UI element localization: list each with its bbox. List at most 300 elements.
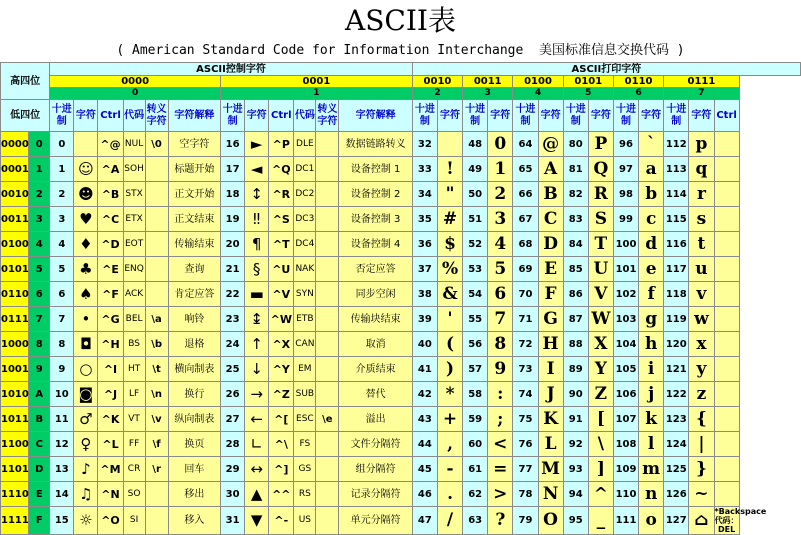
ctrl-ctrl-key: ^- bbox=[269, 507, 294, 535]
ctrl-escape: \f bbox=[145, 432, 168, 457]
ctrl-ctrl-key: ^M bbox=[98, 457, 123, 482]
ctrl-code: DC3 bbox=[294, 207, 316, 232]
print-decimal: 81 bbox=[563, 157, 588, 182]
ctrl-escape bbox=[316, 382, 339, 407]
print-decimal: 103 bbox=[613, 307, 638, 332]
print-char: b bbox=[639, 182, 664, 207]
ctrl-description: 替代 bbox=[339, 382, 412, 407]
print-decimal: 34 bbox=[412, 182, 437, 207]
ctrl-escape bbox=[316, 132, 339, 157]
col-header-ctrl-1-0: 十进制 bbox=[221, 100, 245, 132]
table-row bbox=[1, 307, 801, 332]
col-header-last-0: 十进制 bbox=[664, 100, 689, 132]
print-char: ] bbox=[588, 457, 613, 482]
print-char: X bbox=[588, 332, 613, 357]
ascii-table bbox=[0, 62, 801, 535]
last-ctrl bbox=[714, 382, 739, 407]
low-bin: 1001 bbox=[1, 357, 29, 382]
print-decimal: 56 bbox=[463, 332, 488, 357]
col-header-ctrl-0-2: Ctrl bbox=[98, 100, 123, 132]
print-decimal: 82 bbox=[563, 182, 588, 207]
print-char: , bbox=[437, 432, 462, 457]
print-decimal: 117 bbox=[664, 257, 689, 282]
last-ctrl bbox=[714, 207, 739, 232]
ctrl-escape: \a bbox=[145, 307, 168, 332]
ctrl-escape bbox=[145, 182, 168, 207]
ctrl-char: → bbox=[245, 382, 269, 407]
ctrl-decimal: 24 bbox=[221, 332, 245, 357]
ctrl-char: ♫ bbox=[74, 482, 98, 507]
ctrl-ctrl-key: ^Q bbox=[269, 157, 294, 182]
print-char: P bbox=[588, 132, 613, 157]
table-row bbox=[1, 282, 801, 307]
print-decimal: 87 bbox=[563, 307, 588, 332]
low-bin: 0011 bbox=[1, 207, 29, 232]
col-header-print-4-1: 字符 bbox=[538, 100, 563, 132]
print-char: j bbox=[639, 382, 664, 407]
ctrl-decimal: 17 bbox=[221, 157, 245, 182]
col-header-last-1: 字符 bbox=[689, 100, 714, 132]
high-hex-3: 3 bbox=[463, 88, 513, 100]
ctrl-escape bbox=[316, 207, 339, 232]
ctrl-escape bbox=[316, 282, 339, 307]
print-char: q bbox=[689, 157, 714, 182]
ctrl-ctrl-key: ^Z bbox=[269, 382, 294, 407]
low-hex: 7 bbox=[29, 307, 50, 332]
ctrl-ctrl-key: ^D bbox=[98, 232, 123, 257]
low-hex: 4 bbox=[29, 232, 50, 257]
ctrl-char: ↨ bbox=[245, 307, 269, 332]
print-char: D bbox=[538, 232, 563, 257]
print-decimal: 100 bbox=[613, 232, 638, 257]
ctrl-escape bbox=[145, 507, 168, 535]
print-char: O bbox=[538, 507, 563, 535]
print-decimal: 41 bbox=[412, 357, 437, 382]
ctrl-decimal: 29 bbox=[221, 457, 245, 482]
ctrl-char: ♪ bbox=[74, 457, 98, 482]
ctrl-description: 传输结束 bbox=[168, 232, 220, 257]
table-row bbox=[1, 457, 801, 482]
print-decimal: 48 bbox=[463, 132, 488, 157]
col-header-print-3-1: 字符 bbox=[488, 100, 513, 132]
table-row bbox=[1, 257, 801, 282]
high-bin-5: 0101 bbox=[563, 76, 613, 88]
print-decimal: 71 bbox=[513, 307, 538, 332]
print-decimal: 96 bbox=[613, 132, 638, 157]
ctrl-description: 介质结束 bbox=[339, 357, 412, 382]
ctrl-ctrl-key: ^W bbox=[269, 307, 294, 332]
col-header-last-2: Ctrl bbox=[714, 100, 739, 132]
print-decimal: 36 bbox=[412, 232, 437, 257]
print-decimal: 90 bbox=[563, 382, 588, 407]
last-ctrl bbox=[714, 282, 739, 307]
ctrl-code: STX bbox=[123, 182, 145, 207]
ctrl-char: ◄ bbox=[245, 157, 269, 182]
ctrl-ctrl-key: ^V bbox=[269, 282, 294, 307]
low-bin: 1100 bbox=[1, 432, 29, 457]
print-char: 1 bbox=[488, 157, 513, 182]
high-bin-2: 0010 bbox=[412, 76, 462, 88]
print-char: l bbox=[639, 432, 664, 457]
ctrl-code: RS bbox=[294, 482, 316, 507]
print-char: [ bbox=[588, 407, 613, 432]
print-char: } bbox=[689, 457, 714, 482]
print-decimal: 98 bbox=[613, 182, 638, 207]
print-decimal: 124 bbox=[664, 432, 689, 457]
print-decimal: 39 bbox=[412, 307, 437, 332]
print-decimal: 46 bbox=[412, 482, 437, 507]
ctrl-decimal: 7 bbox=[50, 307, 74, 332]
ctrl-description: 换页 bbox=[168, 432, 220, 457]
low-bin: 1010 bbox=[1, 382, 29, 407]
print-decimal: 45 bbox=[412, 457, 437, 482]
low-bin: 0110 bbox=[1, 282, 29, 307]
print-char: p bbox=[689, 132, 714, 157]
low-bin: 0000 bbox=[1, 132, 29, 157]
ctrl-code: ACK bbox=[123, 282, 145, 307]
col-header-ctrl-0-5: 字符解释 bbox=[168, 100, 220, 132]
ctrl-char: ○ bbox=[74, 357, 98, 382]
ctrl-escape: \e bbox=[316, 407, 339, 432]
last-ctrl bbox=[714, 257, 739, 282]
print-char: f bbox=[639, 282, 664, 307]
print-decimal: 44 bbox=[412, 432, 437, 457]
print-decimal: 32 bbox=[412, 132, 437, 157]
print-decimal: 89 bbox=[563, 357, 588, 382]
col-header-print-2-1: 字符 bbox=[437, 100, 462, 132]
ctrl-description: 横向制表 bbox=[168, 357, 220, 382]
last-ctrl bbox=[714, 457, 739, 482]
ctrl-char: ‼ bbox=[245, 207, 269, 232]
ctrl-escape bbox=[145, 482, 168, 507]
print-char: z bbox=[689, 382, 714, 407]
ctrl-decimal: 14 bbox=[50, 482, 74, 507]
ctrl-code: BS bbox=[123, 332, 145, 357]
low-hex: A bbox=[29, 382, 50, 407]
print-decimal: 123 bbox=[664, 407, 689, 432]
ctrl-description: 设备控制 2 bbox=[339, 182, 412, 207]
ctrl-escape bbox=[316, 332, 339, 357]
high-bin-4: 0100 bbox=[513, 76, 563, 88]
ctrl-char: ∟ bbox=[245, 432, 269, 457]
print-decimal: 110 bbox=[613, 482, 638, 507]
ctrl-description: 响铃 bbox=[168, 307, 220, 332]
header-group-row bbox=[1, 63, 801, 76]
ctrl-decimal: 11 bbox=[50, 407, 74, 432]
ctrl-description: 空字符 bbox=[168, 132, 220, 157]
high-hex-6: 6 bbox=[613, 88, 663, 100]
print-decimal: 50 bbox=[463, 182, 488, 207]
print-char: r bbox=[689, 182, 714, 207]
ctrl-escape bbox=[316, 357, 339, 382]
print-char: 4 bbox=[488, 232, 513, 257]
low-hex: F bbox=[29, 507, 50, 535]
ctrl-escape bbox=[316, 507, 339, 535]
ctrl-ctrl-key: ^K bbox=[98, 407, 123, 432]
ctrl-char: ▬ bbox=[245, 282, 269, 307]
ctrl-char: ☻ bbox=[74, 182, 98, 207]
ctrl-escape: \0 bbox=[145, 132, 168, 157]
print-char: v bbox=[689, 282, 714, 307]
print-decimal: 78 bbox=[513, 482, 538, 507]
col-header-print-5-1: 字符 bbox=[588, 100, 613, 132]
ctrl-code: NAK bbox=[294, 257, 316, 282]
col-header-ctrl-0-4: 转义字符 bbox=[145, 100, 168, 132]
ctrl-description: 换行 bbox=[168, 382, 220, 407]
print-decimal: 116 bbox=[664, 232, 689, 257]
ctrl-decimal: 25 bbox=[221, 357, 245, 382]
print-char: > bbox=[488, 482, 513, 507]
print-decimal: 99 bbox=[613, 207, 638, 232]
print-char: 9 bbox=[488, 357, 513, 382]
col-header-ctrl-0-0: 十进制 bbox=[50, 100, 74, 132]
ctrl-decimal: 4 bbox=[50, 232, 74, 257]
print-decimal: 107 bbox=[613, 407, 638, 432]
ctrl-decimal: 30 bbox=[221, 482, 245, 507]
low-hex: E bbox=[29, 482, 50, 507]
print-char: % bbox=[437, 257, 462, 282]
print-char: A bbox=[538, 157, 563, 182]
ctrl-description: 移出 bbox=[168, 482, 220, 507]
high-hex-1: 1 bbox=[221, 88, 413, 100]
col-header-print-5-0: 十进制 bbox=[563, 100, 588, 132]
print-decimal: 127 bbox=[664, 507, 689, 535]
col-header-ctrl-1-4: 转义字符 bbox=[316, 100, 339, 132]
ctrl-ctrl-key: ^^ bbox=[269, 482, 294, 507]
ctrl-code: ETB bbox=[294, 307, 316, 332]
ctrl-escape bbox=[316, 232, 339, 257]
ctrl-decimal: 23 bbox=[221, 307, 245, 332]
print-char: B bbox=[538, 182, 563, 207]
print-decimal: 122 bbox=[664, 382, 689, 407]
print-decimal: 85 bbox=[563, 257, 588, 282]
ctrl-code: SI bbox=[123, 507, 145, 535]
print-char: V bbox=[588, 282, 613, 307]
ctrl-description: 正文开始 bbox=[168, 182, 220, 207]
ctrl-decimal: 13 bbox=[50, 457, 74, 482]
ctrl-ctrl-key: ^U bbox=[269, 257, 294, 282]
low-hex: 1 bbox=[29, 157, 50, 182]
col-header-ctrl-1-3: 代码 bbox=[294, 100, 316, 132]
ctrl-description: 同步空闲 bbox=[339, 282, 412, 307]
ctrl-code: DLE bbox=[294, 132, 316, 157]
ctrl-escape bbox=[145, 157, 168, 182]
print-char: H bbox=[538, 332, 563, 357]
print-decimal: 35 bbox=[412, 207, 437, 232]
ctrl-decimal: 15 bbox=[50, 507, 74, 535]
ctrl-char bbox=[74, 132, 98, 157]
print-decimal: 60 bbox=[463, 432, 488, 457]
last-ctrl bbox=[714, 407, 739, 432]
ctrl-decimal: 20 bbox=[221, 232, 245, 257]
print-char: ^ bbox=[588, 482, 613, 507]
corner-low: 低四位 bbox=[1, 100, 50, 132]
print-char: W bbox=[588, 307, 613, 332]
ctrl-char: ♀ bbox=[74, 432, 98, 457]
ctrl-code: SUB bbox=[294, 382, 316, 407]
ctrl-char: ♦ bbox=[74, 232, 98, 257]
page-subtitle: ( American Standard Code for Information Interchange 美国标准信息交换代码 ) bbox=[116, 43, 685, 58]
ctrl-code: BEL bbox=[123, 307, 145, 332]
last-ctrl bbox=[714, 332, 739, 357]
ctrl-ctrl-key: ^F bbox=[98, 282, 123, 307]
print-char: ! bbox=[437, 157, 462, 182]
print-char: u bbox=[689, 257, 714, 282]
print-char: * bbox=[437, 382, 462, 407]
ctrl-decimal: 19 bbox=[221, 207, 245, 232]
high-bin-3: 0011 bbox=[463, 76, 513, 88]
ctrl-decimal: 27 bbox=[221, 407, 245, 432]
ctrl-decimal: 0 bbox=[50, 132, 74, 157]
print-char: 7 bbox=[488, 307, 513, 332]
print-decimal: 61 bbox=[463, 457, 488, 482]
ctrl-description: 回车 bbox=[168, 457, 220, 482]
ctrl-decimal: 22 bbox=[221, 282, 245, 307]
ctrl-code: HT bbox=[123, 357, 145, 382]
last-ctrl bbox=[714, 157, 739, 182]
print-char: K bbox=[538, 407, 563, 432]
ctrl-ctrl-key: ^[ bbox=[269, 407, 294, 432]
print-char: 3 bbox=[488, 207, 513, 232]
print-char: e bbox=[639, 257, 664, 282]
ctrl-description: 组分隔符 bbox=[339, 457, 412, 482]
ctrl-ctrl-key: ^G bbox=[98, 307, 123, 332]
ctrl-escape bbox=[316, 257, 339, 282]
print-decimal: 97 bbox=[613, 157, 638, 182]
low-bin: 0010 bbox=[1, 182, 29, 207]
ctrl-code: CR bbox=[123, 457, 145, 482]
ctrl-ctrl-key: ^] bbox=[269, 457, 294, 482]
col-header-ctrl-1-1: 字符 bbox=[245, 100, 269, 132]
print-decimal: 115 bbox=[664, 207, 689, 232]
print-char: / bbox=[437, 507, 462, 535]
ctrl-escape: \t bbox=[145, 357, 168, 382]
print-char: i bbox=[639, 357, 664, 382]
ctrl-escape bbox=[316, 432, 339, 457]
ctrl-escape: \n bbox=[145, 382, 168, 407]
ctrl-code: DC4 bbox=[294, 232, 316, 257]
ctrl-ctrl-key: ^T bbox=[269, 232, 294, 257]
print-char: N bbox=[538, 482, 563, 507]
print-decimal: 57 bbox=[463, 357, 488, 382]
print-decimal: 106 bbox=[613, 382, 638, 407]
print-decimal: 95 bbox=[563, 507, 588, 535]
print-char: - bbox=[437, 457, 462, 482]
print-char: g bbox=[639, 307, 664, 332]
last-ctrl bbox=[714, 182, 739, 207]
print-decimal: 77 bbox=[513, 457, 538, 482]
print-decimal: 59 bbox=[463, 407, 488, 432]
print-char: x bbox=[689, 332, 714, 357]
low-hex: 0 bbox=[29, 132, 50, 157]
ctrl-code: GS bbox=[294, 457, 316, 482]
print-char: ? bbox=[488, 507, 513, 535]
print-char: + bbox=[437, 407, 462, 432]
header-high-hex-row bbox=[1, 88, 801, 100]
table-row bbox=[1, 332, 801, 357]
ctrl-description: 取消 bbox=[339, 332, 412, 357]
ctrl-char: ↔ bbox=[245, 457, 269, 482]
ctrl-char: ♂ bbox=[74, 407, 98, 432]
ctrl-ctrl-key: ^E bbox=[98, 257, 123, 282]
group-control: ASCII控制字符 bbox=[50, 63, 413, 76]
col-header-ctrl-0-1: 字符 bbox=[74, 100, 98, 132]
last-ctrl bbox=[714, 307, 739, 332]
ctrl-decimal: 21 bbox=[221, 257, 245, 282]
ctrl-description: 文件分隔符 bbox=[339, 432, 412, 457]
print-char: U bbox=[588, 257, 613, 282]
ctrl-decimal: 26 bbox=[221, 382, 245, 407]
ctrl-ctrl-key: ^I bbox=[98, 357, 123, 382]
print-decimal: 47 bbox=[412, 507, 437, 535]
ctrl-escape: \b bbox=[145, 332, 168, 357]
table-row bbox=[1, 182, 801, 207]
print-decimal: 40 bbox=[412, 332, 437, 357]
ctrl-ctrl-key: ^O bbox=[98, 507, 123, 535]
print-decimal: 54 bbox=[463, 282, 488, 307]
print-char: 0 bbox=[488, 132, 513, 157]
ctrl-ctrl-key: ^N bbox=[98, 482, 123, 507]
ctrl-decimal: 18 bbox=[221, 182, 245, 207]
ctrl-description: 移入 bbox=[168, 507, 220, 535]
print-decimal: 66 bbox=[513, 182, 538, 207]
ctrl-decimal: 31 bbox=[221, 507, 245, 535]
low-hex: D bbox=[29, 457, 50, 482]
ctrl-char: ◙ bbox=[74, 382, 98, 407]
print-decimal: 101 bbox=[613, 257, 638, 282]
print-decimal: 114 bbox=[664, 182, 689, 207]
header-high-bin-row bbox=[1, 76, 801, 88]
print-decimal: 86 bbox=[563, 282, 588, 307]
col-header-print-4-0: 十进制 bbox=[513, 100, 538, 132]
low-bin: 0101 bbox=[1, 257, 29, 282]
ctrl-ctrl-key: ^S bbox=[269, 207, 294, 232]
print-decimal: 75 bbox=[513, 407, 538, 432]
ctrl-decimal: 3 bbox=[50, 207, 74, 232]
print-char: 5 bbox=[488, 257, 513, 282]
print-decimal: 51 bbox=[463, 207, 488, 232]
ctrl-description: 传输块结束 bbox=[339, 307, 412, 332]
low-bin: 0111 bbox=[1, 307, 29, 332]
ctrl-ctrl-key: ^C bbox=[98, 207, 123, 232]
ctrl-description: 设备控制 3 bbox=[339, 207, 412, 232]
print-char: R bbox=[588, 182, 613, 207]
print-char: | bbox=[689, 432, 714, 457]
last-ctrl: *Backspace 代码：DEL bbox=[714, 507, 767, 534]
ctrl-char: ♠ bbox=[74, 282, 98, 307]
ctrl-ctrl-key: ^H bbox=[98, 332, 123, 357]
page-title: ASCII表 bbox=[345, 4, 456, 37]
print-char: J bbox=[538, 382, 563, 407]
print-decimal: 64 bbox=[513, 132, 538, 157]
ctrl-escape bbox=[316, 307, 339, 332]
ctrl-code: SO bbox=[123, 482, 145, 507]
low-bin: 1101 bbox=[1, 457, 29, 482]
low-hex: 5 bbox=[29, 257, 50, 282]
print-char: S bbox=[588, 207, 613, 232]
ctrl-decimal: 8 bbox=[50, 332, 74, 357]
ctrl-escape bbox=[145, 232, 168, 257]
print-char: " bbox=[437, 182, 462, 207]
print-decimal: 68 bbox=[513, 232, 538, 257]
print-char: ⌂ bbox=[689, 507, 714, 535]
table-row bbox=[1, 207, 801, 232]
high-bin-1: 0001 bbox=[221, 76, 413, 88]
table-row bbox=[1, 132, 801, 157]
table-row bbox=[1, 407, 801, 432]
table-row bbox=[1, 157, 801, 182]
ctrl-code: VT bbox=[123, 407, 145, 432]
